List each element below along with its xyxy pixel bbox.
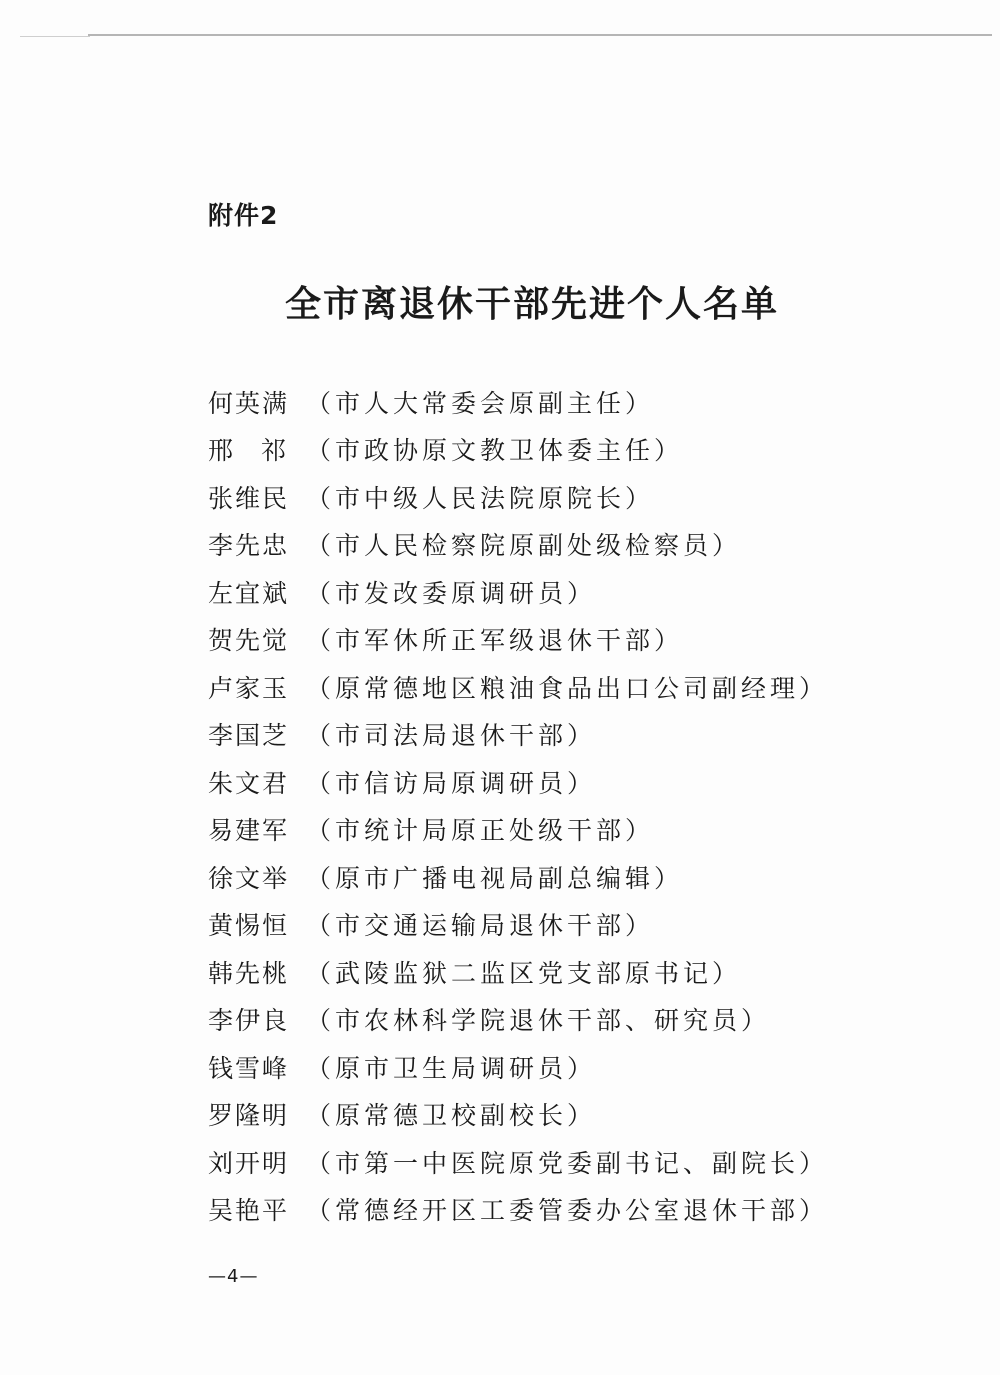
person-position: （市农林科学院退休干部、研究员） (306, 1006, 771, 1036)
list-item (208, 1043, 968, 1091)
person-name: 罗隆明 (208, 1101, 290, 1131)
person-name: 徐文举 (208, 863, 290, 893)
person-position: （武陵监狱二监区党支部原书记） (306, 958, 742, 988)
list-item (208, 568, 968, 616)
person-name: 黄惕恒 (208, 911, 290, 941)
list-item (208, 901, 968, 949)
page-number: —4— (208, 1266, 259, 1287)
list-item (208, 853, 968, 901)
person-name: 刘开明 (208, 1148, 290, 1178)
person-position: （原市卫生局调研员） (306, 1053, 597, 1083)
person-position: （市中级人民法院原院长） (306, 483, 655, 513)
person-position: （市统计局原正处级干部） (306, 816, 655, 846)
person-position: （市政协原文教卫体委主任） (306, 436, 684, 466)
person-name: 李伊良 (208, 1006, 290, 1036)
list-item (208, 426, 968, 474)
person-position: （市人大常委会原副主任） (306, 388, 655, 418)
person-position: （市司法局退休干部） (306, 721, 597, 751)
person-name: 朱文君 (208, 768, 290, 798)
person-name: 张维民 (208, 483, 290, 513)
list-item (208, 663, 968, 711)
person-position: （原常德地区粮油食品出口公司副经理） (306, 673, 829, 703)
person-position: （市发改委原调研员） (306, 578, 597, 608)
attachment-label: 附件2 (208, 201, 279, 230)
list-item (208, 1138, 968, 1186)
person-position: （常德经开区工委管委办公室退休干部） (306, 1196, 829, 1226)
person-name: 李先忠 (208, 531, 290, 561)
list-item (208, 1091, 968, 1139)
person-position: （市人民检察院原副处级检察员） (306, 531, 742, 561)
person-position: （市第一中医院原党委副书记、副院长） (306, 1148, 829, 1178)
list-item (208, 948, 968, 996)
person-position: （市交通运输局退休干部） (306, 911, 655, 941)
list-item (208, 996, 968, 1044)
person-name: 贺先觉 (208, 626, 290, 656)
person-name: 易建军 (208, 816, 290, 846)
person-position: （市信访局原调研员） (306, 768, 597, 798)
top-rule (88, 34, 992, 36)
list-item (208, 758, 968, 806)
top-rule-left (20, 36, 90, 37)
list-item (208, 616, 968, 664)
person-name: 吴艳平 (208, 1196, 290, 1226)
people-list (208, 378, 968, 1233)
list-item (208, 711, 968, 759)
list-item (208, 521, 968, 569)
list-item (208, 378, 968, 426)
person-position: （原常德卫校副校长） (306, 1101, 597, 1131)
person-position: （市军休所正军级退休干部） (306, 626, 684, 656)
page-title: 全市离退休干部先进个人名单 (284, 284, 779, 325)
person-position: （原市广播电视局副总编辑） (306, 863, 684, 893)
person-name: 韩先桃 (208, 958, 290, 988)
person-name: 邢祁 (208, 436, 315, 466)
person-name: 何英满 (208, 388, 290, 418)
list-item (208, 806, 968, 854)
list-item (208, 473, 968, 521)
person-name: 李国芝 (208, 721, 290, 751)
person-name: 左宜斌 (208, 578, 290, 608)
list-item (208, 1186, 968, 1234)
person-name: 钱雪峰 (208, 1053, 290, 1083)
person-name: 卢家玉 (208, 673, 290, 703)
